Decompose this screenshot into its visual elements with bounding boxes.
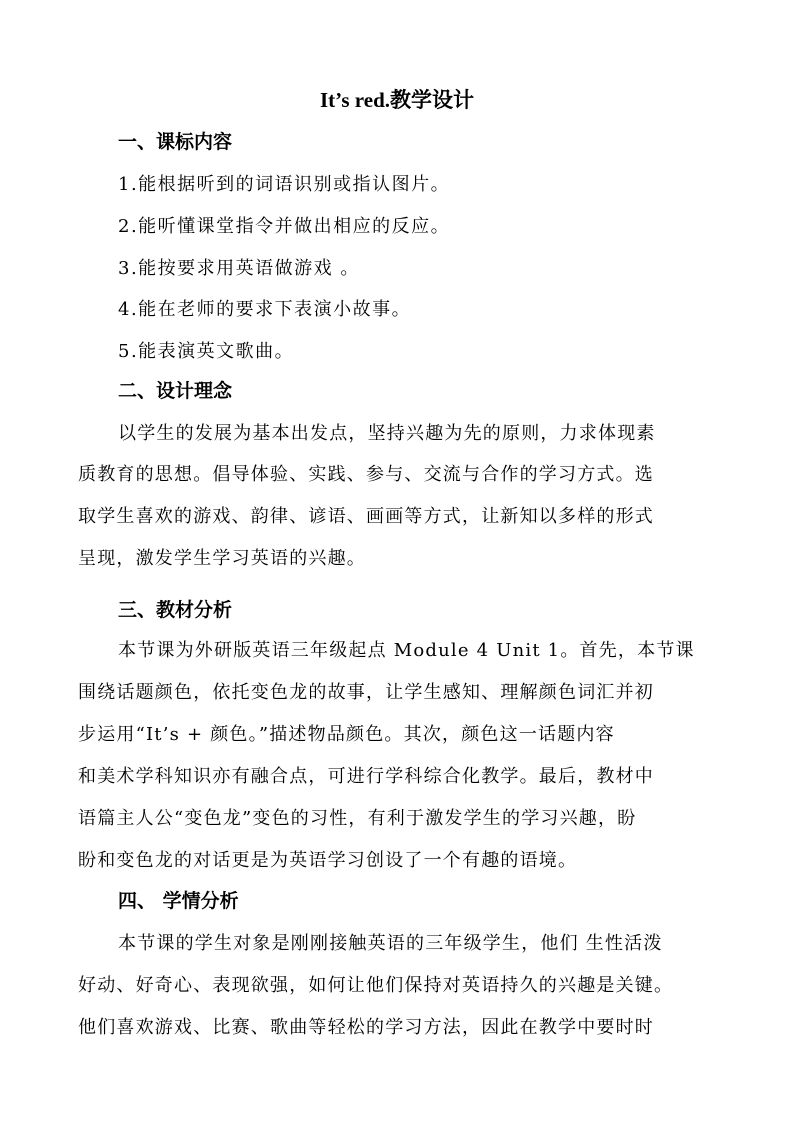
section-heading-curriculum: 一、课标内容 (118, 131, 233, 153)
section-heading-material-analysis: 三、教材分析 (118, 599, 233, 621)
curriculum-item-4: 4.能在老师的要求下表演小故事。 (118, 299, 412, 320)
paragraph-line: 好动、好奇心、表现欲强，如何让他们保持对英语持久的兴趣是关键。 (78, 975, 674, 996)
paragraph-line: 语篇主人公“变色龙”变色的习性，有利于激发学生的学习兴趣，盼 (78, 808, 637, 829)
paragraph-line: 取学生喜欢的游戏、韵律、谚语、画画等方式，让新知以多样的形式 (78, 506, 654, 527)
document-title: It’s red.教学设计 (320, 88, 474, 112)
paragraph-line: 盼和变色龙的对话更是为英语学习创设了一个有趣的语境。 (78, 850, 578, 871)
curriculum-item-1: 1.能根据听到的词语识别或指认图片。 (118, 174, 451, 195)
paragraph-line: 本节课的学生对象是刚刚接触英语的三年级学生，他们 生性活泼 (118, 933, 663, 954)
paragraph-line: 质教育的思想。倡导体验、实践、参与、交流与合作的学习方式。选 (78, 464, 654, 485)
paragraph-line: 和美术学科知识亦有融合点，可进行学科综合化教学。最后，教材中 (78, 766, 654, 787)
section-heading-design-concept: 二、设计理念 (118, 380, 233, 402)
curriculum-item-5: 5.能表演英文歌曲。 (118, 341, 295, 362)
paragraph-line: 以学生的发展为基本出发点，坚持兴趣为先的原则，力求体现素 (118, 423, 656, 444)
paragraph-line: 围绕话题颜色，依托变色龙的故事，让学生感知、理解颜色词汇并初 (78, 682, 654, 703)
paragraph-line: 他们喜欢游戏、比赛、歌曲等轻松的学习方法，因此在教学中要时时 (78, 1017, 654, 1038)
section-heading-learner-analysis: 四、 学情分析 (118, 890, 239, 912)
paragraph-line: 呈现，激发学生学习英语的兴趣。 (78, 548, 366, 569)
curriculum-item-3: 3.能按要求用英语做游戏 。 (118, 258, 360, 279)
curriculum-item-2: 2.能听懂课堂指令并做出相应的反应。 (118, 216, 451, 237)
paragraph-line: 步运用“It’s + 颜色。”描述物品颜色。其次，颜色这一话题内容 (78, 724, 615, 745)
paragraph-line: 本节课为外研版英语三年级起点 Module 4 Unit 1。首先，本节课 (118, 640, 695, 661)
